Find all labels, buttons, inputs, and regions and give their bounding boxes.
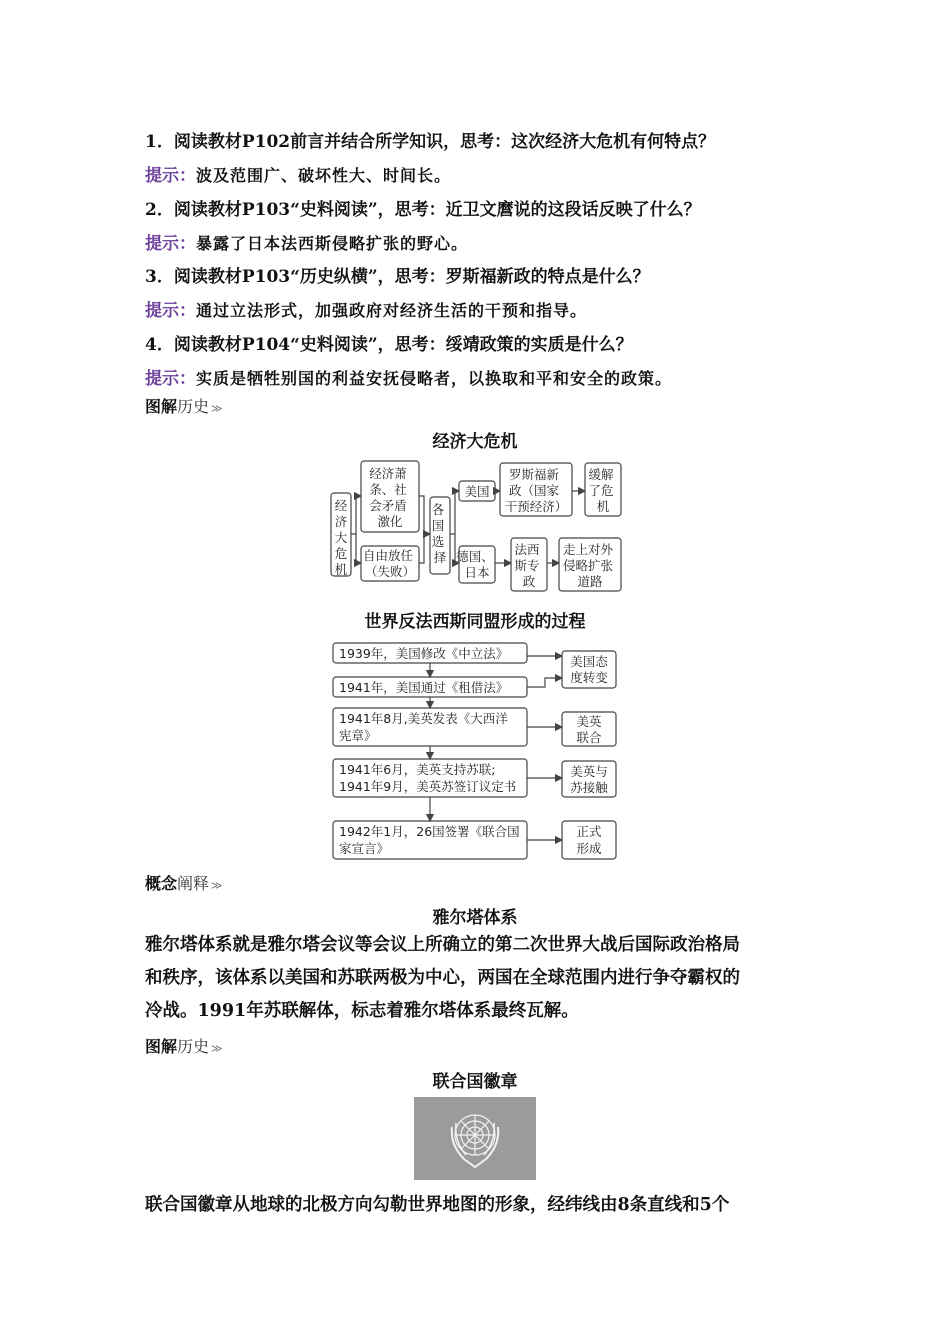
- choice-text: 各 国 选 择: [431, 502, 447, 565]
- diagram1-title: 经济大危机: [432, 432, 518, 452]
- section-thin: 历史: [177, 397, 210, 416]
- root-text: 经济大危机: [334, 498, 348, 577]
- concept-title: 雅尔塔体系: [432, 908, 518, 928]
- country-text-germany-japan: 德国、 日本: [456, 549, 494, 580]
- concept-line: 和秩序，该体系以美国和苏联两极为中心，两国在全球范围内进行争夺霸权的: [145, 968, 740, 988]
- result-text-relief: 缓解 了危 机: [588, 467, 614, 514]
- un-emblem-image: [414, 1097, 536, 1180]
- chevron-double-down-icon: ≫: [211, 402, 223, 415]
- emblem-title: 联合国徽章: [432, 1072, 518, 1092]
- result-text-1: 美国态度转变: [570, 654, 608, 685]
- result-text-4: 正式形成: [576, 824, 602, 856]
- alliance-flow-diagram: [333, 643, 616, 859]
- event-text-1: 1939年，美国修改《中立法》: [339, 646, 509, 661]
- concept-paragraph: [145, 929, 810, 1028]
- connector: [450, 491, 459, 534]
- hint-text: 暴露了日本法西斯侵略扩张的野心。: [196, 234, 469, 253]
- hint-label: 提示：: [145, 234, 196, 254]
- connector: [419, 496, 430, 534]
- policy-text-fascism: 法西 斯专 政: [514, 542, 540, 589]
- result-text-2: 美英联合: [576, 714, 602, 745]
- question-2: 2．阅读教材P103“史料阅读”，思考：近卫文麿说的这段话反映了什么？: [145, 200, 701, 220]
- hint-label: 提示：: [145, 369, 196, 389]
- cause-text-2: 自由放任 （失败）: [363, 548, 416, 579]
- connector: [351, 496, 361, 534]
- section-header-concept: [145, 871, 223, 894]
- concept-line: 冷战。1991年苏联解体，标志着雅尔塔体系最终瓦解。: [145, 1001, 579, 1021]
- section-bold: 图解: [145, 1037, 178, 1056]
- final-paragraph: 联合国徽章从地球的北极方向勾勒世界地图的形象，经纬线由8条直线和5个: [145, 1195, 730, 1215]
- cause-text-1: 经济萧 条、社 会矛盾 激化: [369, 466, 407, 529]
- question-4: 4．阅读教材P104“史料阅读”，思考：绥靖政策的实质是什么？: [145, 335, 633, 355]
- section-thin: 历史: [177, 1037, 210, 1056]
- result-text-3: 美英与苏接触: [570, 764, 608, 795]
- event-text-2: 1941年，美国通过《租借法》: [339, 680, 509, 695]
- diagram2-title: 世界反法西斯同盟形成的过程: [364, 612, 586, 632]
- policy-text-new-deal: 罗斯福新 政（国家 干预经济）: [504, 467, 568, 514]
- chevron-double-down-icon: ≫: [211, 879, 223, 892]
- hint-text: 波及范围广、破坏性大、时间长。: [196, 166, 452, 185]
- hint-label: 提示：: [145, 166, 196, 186]
- connector: [419, 534, 424, 563]
- connector: [356, 534, 361, 563]
- hint-text: 实质是牺牲别国的利益安抚侵略者，以换取和平和安全的政策。: [196, 369, 673, 388]
- section-header-illustrated-history-2: [145, 1034, 223, 1057]
- hint-text: 通过立法形式，加强政府对经济生活的干预和指导。: [196, 301, 588, 320]
- concept-line: 雅尔塔体系就是雅尔塔会议等会议上所确立的第二次世界大战后国际政治格局: [145, 935, 740, 955]
- event-text-3: 1941年8月,美英发表《大西洋宪章》: [339, 711, 508, 743]
- section-bold: 概念: [145, 874, 178, 893]
- section-thin: 阐释: [177, 874, 210, 893]
- country-text-usa: 美国: [464, 484, 490, 499]
- section-bold: 图解: [145, 397, 178, 416]
- result-text-aggression: 走上对外 侵略扩张 道路: [563, 542, 614, 589]
- chevron-double-down-icon: ≫: [211, 1042, 223, 1055]
- question-1: 1．阅读教材P102前言并结合所学知识，思考：这次经济大危机有何特点？: [145, 132, 716, 152]
- event-text-4: 1941年6月，美英支持苏联; 1941年9月，美英苏签订议定书: [339, 762, 517, 794]
- un-emblem-icon: [414, 1097, 536, 1180]
- question-3: 3．阅读教材P103“历史纵横”，思考：罗斯福新政的特点是什么？: [145, 267, 650, 287]
- hint-label: 提示：: [145, 301, 196, 321]
- event-text-5: 1942年1月，26国签署《联合国家宣言》: [339, 824, 520, 856]
